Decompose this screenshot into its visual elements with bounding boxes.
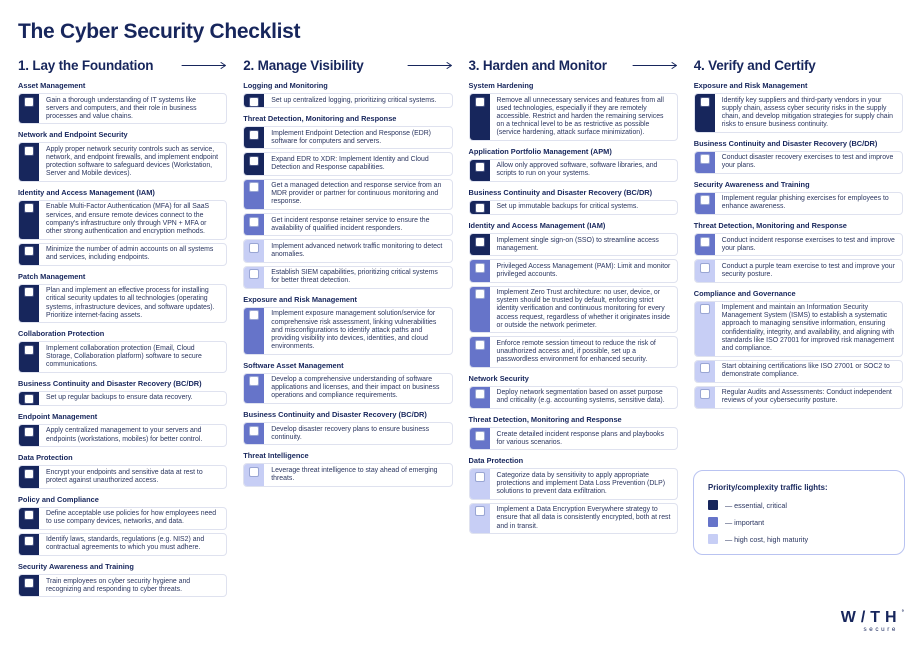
checklist-section: [18, 562, 227, 597]
priority-tab: [19, 508, 39, 529]
high-cost-swatch-icon: [708, 534, 718, 544]
item-text: Implement exposure management solution/service for comprehensive risk assessment, linking vulnerabilities and misconfigurations to identify attack paths and providing visibility into devices, identities, and cloud environments.: [271, 310, 437, 351]
item-text: Leverage threat intelligence to stay ahead of emerging threats.: [271, 466, 438, 483]
priority-tab: [19, 392, 39, 405]
priority-tab: [244, 127, 264, 148]
checklist-item: [469, 286, 678, 334]
column-1: [18, 56, 227, 600]
checklist-item: [18, 533, 227, 556]
legend-row-important: [708, 517, 890, 527]
checklist-item: [243, 152, 452, 175]
checklist-item: [18, 284, 227, 324]
checklist-item: [243, 126, 452, 149]
priority-tab: [695, 234, 715, 255]
column-heading: 2. Manage Visibility: [243, 57, 364, 73]
item-text: Encrypt your endpoints and sensitive data at rest to protect against unauthorized access.: [46, 468, 203, 484]
priority-tab: [695, 193, 715, 214]
priority-tab: [19, 285, 39, 323]
item-text: Develop a comprehensive understanding of software applications and licenses, and their impact on business operations and compliance requirements.: [271, 376, 440, 400]
priority-tab: [470, 337, 490, 366]
section-header: Identity and Access Management (IAM): [468, 221, 606, 231]
priority-tab: [244, 214, 264, 235]
checklist-item: [469, 93, 678, 141]
priority-tab: [19, 143, 39, 181]
checkbox[interactable]: [700, 154, 710, 164]
item-text: Conduct incident response exercises to test and improve your plans.: [721, 236, 895, 252]
checkbox[interactable]: [700, 363, 710, 373]
checkbox[interactable]: [24, 287, 34, 297]
flow-arrow-icon: [181, 61, 227, 70]
item-text: Allow only approved software, software libraries, and scripts to run on your systems.: [496, 162, 658, 178]
checklist-section: [243, 361, 452, 404]
withsecure-logo-wordmark: W/TH°: [840, 608, 904, 626]
checklist-item: [18, 93, 227, 124]
priority-tab: [470, 428, 490, 449]
checkbox[interactable]: [24, 578, 34, 588]
checklist-item: [243, 179, 452, 210]
priority-tab: [695, 152, 715, 173]
flow-arrow-icon: [632, 61, 678, 70]
checklist-item: [469, 427, 678, 450]
priority-tab: [244, 180, 264, 209]
flow-arrow-icon: [407, 61, 453, 70]
checkbox[interactable]: [249, 130, 259, 140]
legend-label: — important: [725, 517, 765, 527]
checklist-item: [243, 373, 452, 404]
checklist-section: [469, 147, 678, 182]
checklist-item: [694, 301, 903, 357]
essential-swatch-icon: [708, 500, 718, 510]
checkbox[interactable]: [249, 376, 259, 386]
checkbox[interactable]: [700, 389, 710, 399]
item-text: Plan and implement an effective process for installing critical security updates to all technologies (operating systems, infrastructure devices, and software updates). Prioritize internet-facing assets.: [46, 287, 215, 319]
checkbox[interactable]: [475, 237, 485, 247]
checkbox[interactable]: [24, 469, 34, 479]
checklist-item: [18, 200, 227, 240]
item-text: Identify key suppliers and third-party vendors in your supply chain, assess cyber security risks in the supply chain, and develop mitigation strategies for supply chain risks to ensure business continuity.: [721, 96, 893, 128]
checklist-section: [243, 451, 452, 486]
checklist-item: [469, 233, 678, 256]
priority-tab: [470, 94, 490, 140]
legend-row-high-cost: [708, 534, 890, 544]
item-text: Get incident response retainer service to ensure the availability of qualified incident responders.: [271, 216, 430, 232]
section-header: Threat Detection, Monitoring and Response: [468, 415, 622, 425]
item-text: Implement regular phishing exercises for employees to enhance awareness.: [721, 195, 889, 211]
item-text: Set up immutable backups for critical systems.: [496, 203, 639, 211]
legend-label: — high cost, high maturity: [725, 534, 809, 544]
checklist-item: [694, 259, 903, 282]
item-text: Categorize data by sensitivity to apply appropriate protections and implement Data Loss Prevention (DLP) solutions to prevent data exfiltration.: [496, 471, 666, 496]
checkbox[interactable]: [24, 536, 34, 546]
section-header: Software Asset Management: [243, 360, 344, 370]
page-title: The Cyber Security Checklist: [18, 20, 301, 43]
priority-tab: [470, 504, 490, 533]
section-header: Security Awareness and Training: [693, 179, 810, 189]
priority-tab: [244, 240, 264, 261]
trademark-mark: °: [901, 609, 904, 616]
checklist-item: [694, 360, 903, 383]
checkbox[interactable]: [24, 394, 34, 404]
checklist-section: [18, 81, 227, 124]
section-header: Business Continuity and Disaster Recovery (BC/DR): [468, 187, 653, 197]
priority-tab: [470, 260, 490, 281]
item-text: Implement Zero Trust architecture: no user, device, or system should be trusted by default, enforcing strict identity verification and continuous monitoring for every access request, regardless of whether it originates inside or outside the network perimeter.: [496, 289, 671, 329]
checkbox[interactable]: [475, 472, 485, 482]
priority-tab: [470, 160, 490, 181]
legend-row-essential: [708, 500, 890, 510]
item-text: Apply centralized management to your servers and endpoints (workstations, mobiles) for better control.: [46, 427, 203, 443]
checklist-section: [18, 453, 227, 488]
section-header: Business Continuity and Disaster Recovery (BC/DR): [243, 410, 427, 420]
priority-tab: [244, 308, 264, 354]
checkbox[interactable]: [24, 246, 34, 256]
item-text: Expand EDR to XDR: Implement Identity and Cloud Detection and Response capabilities.: [271, 155, 429, 172]
priority-tab: [695, 361, 715, 382]
item-text: Apply proper network security controls such as service, network, and endpoint firewalls, and implement endpoint protection software to safeguard devices (Workstation, Server and Mobile devices).: [46, 145, 218, 178]
checkbox[interactable]: [700, 195, 710, 205]
section-header: Data Protection: [468, 456, 524, 466]
section-header: Compliance and Governance: [693, 288, 796, 298]
priority-tab: [19, 94, 39, 123]
checklist-section: [243, 114, 452, 289]
item-text: Start obtaining certifications like ISO 27001 or SOC2 to demonstrate compliance.: [721, 363, 890, 379]
checklist-section: [469, 81, 678, 141]
checklist-section: [694, 81, 903, 133]
priority-tab: [695, 94, 715, 132]
section-header: Threat Detection, Monitoring and Response: [693, 221, 847, 231]
item-text: Implement and maintain an Information Security Management System (ISMS) to establish a systematic approach to managing sensitive information, ensuring confidentiality, integrity, and availability, and aligning with standards like ISO 27001 for improved risk management and compliance.: [721, 304, 895, 352]
checklist-section: [243, 81, 452, 108]
checklist-item: [469, 503, 678, 534]
column-header-row: [469, 56, 678, 74]
priority-tab: [244, 153, 264, 174]
section-header: Identity and Access Management (IAM): [18, 187, 155, 197]
priority-tab: [19, 201, 39, 239]
section-header: Application Portfolio Management (APM): [468, 146, 612, 156]
column-header-row: [18, 56, 227, 74]
item-text: Implement single sign-on (SSO) to streamline access management.: [496, 236, 659, 252]
item-text: Implement a Data Encryption Everywhere strategy to ensure that all data is consistently encrypted, both at rest and in transit.: [496, 506, 671, 530]
checklist-section: [694, 139, 903, 174]
priority-tab: [470, 287, 490, 333]
checklist-section: [18, 272, 227, 324]
section-header: Asset Management: [18, 81, 86, 90]
checklist-item: [694, 192, 903, 215]
section-header: Exposure and Risk Management: [693, 81, 808, 90]
checklist-item: [694, 151, 903, 174]
checkbox[interactable]: [24, 427, 34, 437]
checkbox[interactable]: [24, 97, 34, 107]
item-text: Conduct a purple team exercise to test and improve your security posture.: [721, 262, 895, 279]
item-text: Conduct disaster recovery exercises to test and improve your plans.: [721, 154, 894, 170]
checkbox[interactable]: [24, 510, 34, 520]
column-heading: 4. Verify and Certify: [693, 57, 816, 73]
checklist-item: [243, 93, 452, 108]
item-text: Create detailed incident response plans and playbooks for various scenarios.: [496, 430, 664, 446]
priority-tab: [244, 267, 264, 288]
checkbox[interactable]: [700, 97, 710, 107]
section-header: Logging and Monitoring: [243, 81, 328, 90]
important-swatch-icon: [708, 517, 718, 527]
item-text: Develop disaster recovery plans to ensure business continuity.: [271, 425, 430, 441]
withsecure-logo: [841, 610, 904, 633]
checklist-item: [469, 336, 678, 367]
section-header: Threat Detection, Monitoring and Response: [243, 114, 397, 124]
item-text: Deploy network segmentation based on asset purpose and criticality (e.g. accounting systems, sensitive data).: [496, 389, 665, 405]
checklist-item: [469, 259, 678, 282]
priority-tab: [695, 260, 715, 281]
item-text: Identify laws, standards, regulations (e.g. NIS2) and contractual agreements to which you must adhere.: [46, 536, 205, 552]
checklist-item: [243, 307, 452, 355]
item-text: Minimize the number of admin accounts on all systems and services, including endpoints.: [46, 246, 214, 262]
item-text: Establish SIEM capabilities, prioritizing critical systems for better threat detection.: [271, 269, 438, 285]
item-text: Define acceptable use policies for how employees need to use company devices, networks, and data.: [46, 510, 217, 526]
priority-tab: [19, 575, 39, 596]
checkbox[interactable]: [249, 217, 259, 227]
checkbox[interactable]: [249, 97, 259, 107]
checklist-section: [694, 289, 903, 409]
checkbox[interactable]: [249, 182, 259, 192]
priority-tab: [244, 94, 264, 107]
priority-tab: [695, 302, 715, 356]
item-text: Enforce remote session timeout to reduce the risk of unauthorized access and, if possible, set up a passwordless environment for enhanced security.: [496, 339, 656, 364]
item-text: Regular Audits and Assessments: Conduct independent reviews of your cybersecurity posture.: [721, 389, 892, 405]
priority-tab: [19, 466, 39, 487]
checklist-section: [469, 374, 678, 409]
item-text: Enable Multi-Factor Authentication (MFA) for all SaaS services, and ensure remote devices connect to the company's infrastructure only through VPN + MFA or other strong authentication and encryption methods.: [46, 203, 210, 235]
checklist-item: [469, 159, 678, 182]
item-text: Implement collaboration protection (Email, Cloud Storage, Collaboration platform) software to secure communications.: [46, 344, 202, 369]
checkbox[interactable]: [700, 237, 710, 247]
column-heading: 1. Lay the Foundation: [18, 57, 154, 73]
withsecure-logo-sub: secure: [863, 625, 898, 633]
priority-tab: [19, 534, 39, 555]
checklist-item: [18, 391, 227, 406]
section-header: Business Continuity and Disaster Recovery (BC/DR): [693, 138, 878, 148]
checkbox[interactable]: [475, 263, 485, 273]
column-header-row: [694, 56, 903, 74]
checklist-section: [469, 456, 678, 534]
section-header: Network and Endpoint Security: [18, 130, 128, 140]
priority-legend: [693, 470, 905, 555]
checklist-section: [18, 329, 227, 372]
item-text: Remove all unnecessary services and features from all used technologies, especially if they are remotely accessible. Restrict and harden the remaining services on a technical level to be as restrictive as possible (service hardening, attack surface minimization).: [496, 96, 664, 137]
priority-tab: [470, 469, 490, 498]
priority-tab: [244, 464, 264, 485]
priority-tab: [19, 342, 39, 371]
checklist-section: [243, 295, 452, 355]
column-2: [243, 56, 452, 600]
checkbox[interactable]: [24, 203, 34, 213]
priority-tab: [470, 234, 490, 255]
priority-tab: [19, 244, 39, 265]
checkbox[interactable]: [700, 263, 710, 273]
item-text: Implement advanced network traffic monitoring to detect anomalies.: [271, 242, 443, 259]
checkbox[interactable]: [249, 426, 259, 436]
checkbox[interactable]: [249, 467, 259, 477]
item-text: Gain a thorough understanding of IT systems like servers and computers, and their role in business processes and value chains.: [46, 96, 197, 120]
checklist-item: [18, 243, 227, 266]
checklist-item: [694, 386, 903, 409]
item-text: Get a managed detection and response service from an MDR provider or partner for continuous monitoring and response.: [271, 182, 442, 206]
checkbox[interactable]: [475, 506, 485, 516]
column-3: [469, 56, 678, 600]
section-header: Policy and Compliance: [18, 494, 99, 504]
section-header: Data Protection: [18, 453, 73, 463]
legend-title: Priority/complexity traffic lights:: [708, 483, 828, 492]
item-text: Set up regular backups to ensure data recovery.: [46, 394, 193, 402]
checklist-section: [18, 495, 227, 557]
checklist-item: [18, 424, 227, 447]
checklist-section: [18, 188, 227, 266]
priority-tab: [244, 423, 264, 444]
checkbox[interactable]: [249, 243, 259, 253]
item-text: Train employees on cyber security hygiene and recognizing and responding to cyber threats.: [46, 577, 191, 593]
checklist-item: [243, 239, 452, 262]
checklist-item: [18, 465, 227, 488]
checklist-item: [469, 200, 678, 215]
checkbox[interactable]: [475, 389, 485, 399]
checkbox[interactable]: [475, 431, 485, 441]
priority-tab: [470, 201, 490, 214]
checklist-section: [469, 188, 678, 215]
checklist-section: [18, 130, 227, 182]
priority-tab: [470, 387, 490, 408]
section-header: Patch Management: [18, 271, 86, 281]
checklist-section: [469, 415, 678, 450]
item-text: Privileged Access Management (PAM): Limit and monitor privileged accounts.: [496, 262, 671, 279]
checkbox[interactable]: [475, 162, 485, 172]
checklist-section: [243, 410, 452, 445]
checklist-item: [18, 574, 227, 597]
checklist-item: [243, 463, 452, 486]
checkbox[interactable]: [475, 340, 485, 350]
checkbox[interactable]: [475, 289, 485, 299]
priority-tab: [695, 387, 715, 408]
priority-tab: [244, 374, 264, 403]
checklist-item: [18, 507, 227, 530]
checklist-item: [18, 341, 227, 372]
section-header: Business Continuity and Disaster Recovery (BC/DR): [18, 378, 202, 388]
checkbox[interactable]: [24, 345, 34, 355]
checklist-section: [18, 379, 227, 406]
section-header: Threat Intelligence: [243, 451, 309, 461]
checklist-item: [694, 93, 903, 133]
checklist-section: [469, 221, 678, 368]
checkbox[interactable]: [249, 269, 259, 279]
column-header-row: [243, 56, 452, 74]
item-text: Implement Endpoint Detection and Response (EDR) software for computers and servers.: [271, 129, 431, 145]
section-header: Endpoint Management: [18, 411, 98, 421]
checkbox[interactable]: [249, 310, 259, 320]
section-header: Exposure and Risk Management: [243, 294, 358, 304]
priority-tab: [19, 425, 39, 446]
checklist-section: [18, 412, 227, 447]
column-heading: 3. Harden and Monitor: [468, 57, 607, 73]
checklist-item: [469, 468, 678, 499]
checkbox[interactable]: [24, 146, 34, 156]
checklist-section: [694, 180, 903, 215]
checklist-item: [243, 266, 452, 289]
section-header: System Hardening: [468, 81, 534, 90]
checklist-item: [243, 213, 452, 236]
checklist-section: [694, 221, 903, 283]
checkbox[interactable]: [700, 304, 710, 314]
legend-label: — essential, critical: [725, 500, 787, 510]
section-header: Security Awareness and Training: [18, 562, 134, 572]
checkbox[interactable]: [249, 156, 259, 166]
checkbox[interactable]: [475, 203, 485, 213]
checklist-item: [694, 233, 903, 256]
section-header: Collaboration Protection: [18, 329, 105, 339]
section-header: Network Security: [468, 373, 529, 383]
checklist-item: [243, 422, 452, 445]
checklist-item: [469, 386, 678, 409]
item-text: Set up centralized logging, prioritizing critical systems.: [271, 96, 437, 104]
checklist-item: [18, 142, 227, 182]
checkbox[interactable]: [475, 97, 485, 107]
